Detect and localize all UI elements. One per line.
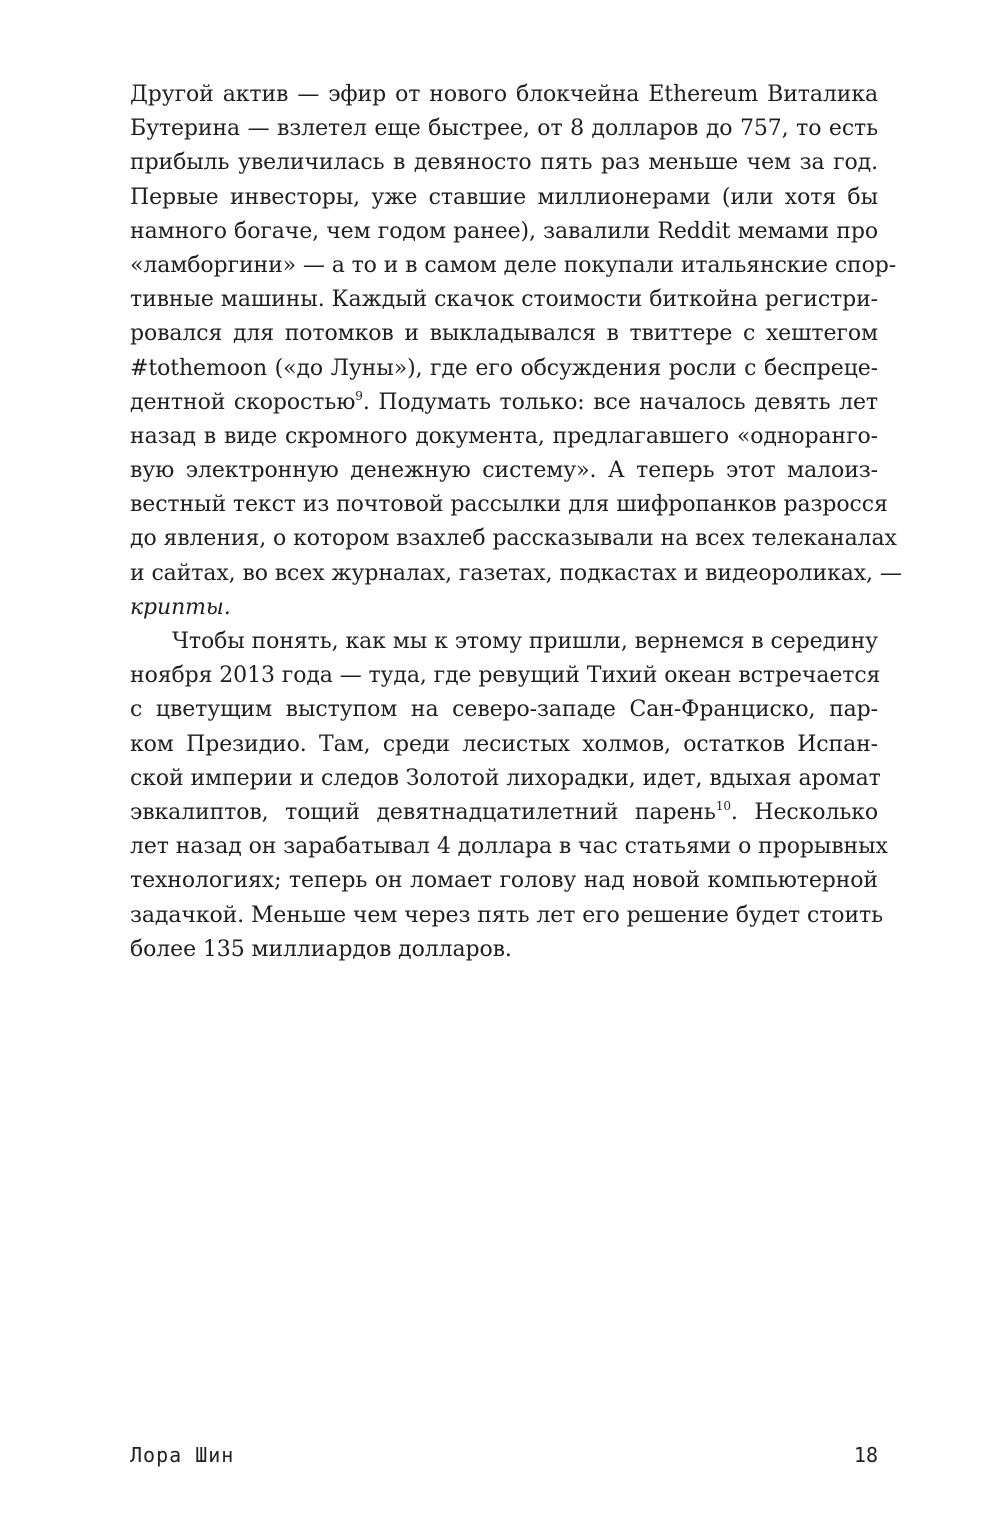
text-line-with-footnote: [130, 796, 878, 830]
text-line: назад в виде скромного документа, предлагавшего «одноранго-: [130, 423, 878, 449]
text-line: ровался для потомков и выкладывался в твиттере с хештегом: [130, 321, 878, 347]
body-text: [130, 78, 902, 967]
line-prefix: эвкалиптов, тощий девятнадцатилетний парень: [130, 799, 716, 825]
footnote-marker-9[interactable]: 9: [355, 388, 363, 403]
text-line: лет назад он зарабатывал 4 доллара в час статьями о прорывных: [130, 834, 888, 860]
text-line: Первые инвесторы, уже ставшие миллионерами (или хотя бы: [130, 184, 878, 210]
line-tail: Подумать только: все началось девять лет: [378, 389, 878, 415]
text-line: ком Президио. Там, среди лесистых холмов, остатков Испан-: [130, 731, 878, 757]
text-line: вестный текст из почтовой рассылки для шифропанков разросся: [130, 492, 888, 518]
running-footer-author: Лора Шин: [130, 1443, 235, 1467]
text-line: ноября 2013 года — туда, где ревущий Тихий океан встречается: [130, 663, 881, 689]
paragraph-1: [130, 78, 902, 625]
line-rest: .: [362, 389, 379, 415]
text-line: прибыль увеличилась в девяносто пять раз меньше чем за год.: [130, 150, 878, 176]
text-line: вую электронную денежную систему». А теперь этот малоиз-: [130, 458, 878, 484]
text-line: технологиях; теперь он ломает голову над новой компьютерной: [130, 868, 878, 894]
page-footer: [130, 1443, 878, 1473]
italic-word: крипты.: [130, 594, 231, 620]
line-tail: Несколько: [754, 799, 878, 825]
text-line: намного богаче, чем годом ранее), завалили Reddit мемами про: [130, 218, 878, 244]
line-prefix: дентной скоростью: [130, 389, 356, 415]
text-line: Другой актив — эфир от нового блокчейна Ethereum Виталика: [130, 82, 878, 107]
text-line: Чтобы понять, как мы к этому пришли, вернемся в середину: [172, 629, 878, 654]
page-number: 18: [853, 1443, 878, 1467]
text-line: задачкой. Меньше чем через пять лет его решение будет стоить: [130, 902, 883, 928]
text-line: более 135 миллиардов долларов.: [130, 936, 512, 962]
text-line: Бутерина — взлетел еще быстрее, от 8 долларов до 757, то есть: [130, 116, 878, 142]
line-punct: .: [730, 799, 738, 825]
text-line: с цветущим выступом на северо-западе Сан-Франциско, пар-: [130, 697, 878, 723]
text-line: ской империи и следов Золотой лихорадки, идет, вдыхая аромат: [130, 765, 881, 791]
text-line: «ламборгини» — а то и в самом деле покупали итальянские спор-: [130, 252, 897, 278]
text-line: #tothemoon («до Луны»), где его обсуждения росли с беспреце-: [130, 355, 878, 381]
text-line: тивные машины. Каждый скачок стоимости биткойна регистри-: [130, 287, 878, 313]
text-line: до явления, о котором взахлеб рассказывали на всех телеканалах: [130, 526, 897, 552]
paragraph-2: [130, 625, 888, 967]
footnote-marker-10[interactable]: 10: [715, 798, 731, 813]
text-line: и сайтах, во всех журналах, газетах, подкастах и видеороликах, —: [130, 560, 902, 586]
text-line-with-footnote: [130, 386, 878, 420]
